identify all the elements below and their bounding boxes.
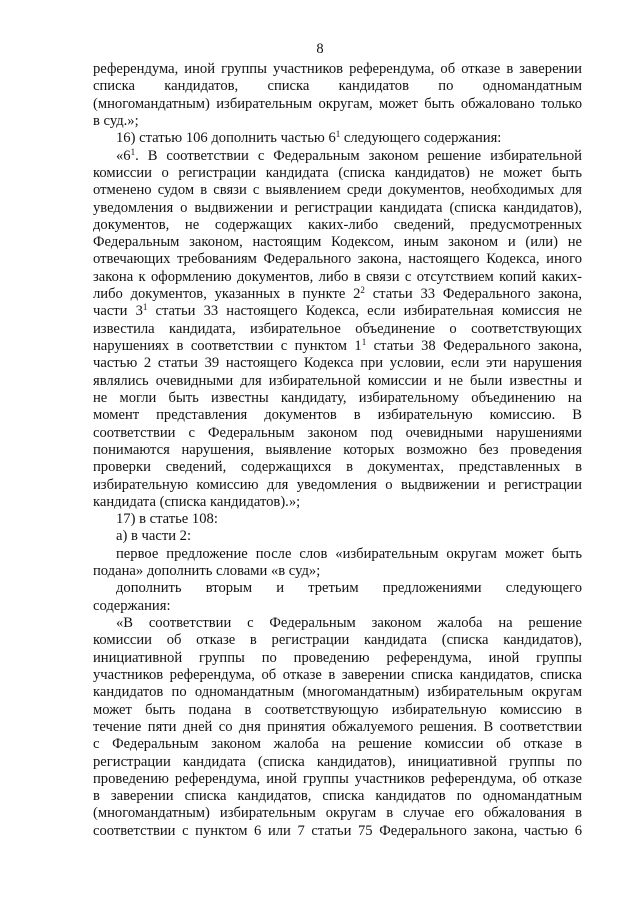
text-line-content: подана» дополнить словами «в суд»;	[93, 563, 321, 580]
text-line	[93, 321, 582, 338]
text-line-content: отвечающих требованиям Федерального закона, настоящего Кодекса, иного	[93, 251, 582, 268]
text-line-content: «В соответствии с Федеральным законом жалоба на решение	[116, 615, 582, 631]
text-line-content: (многомандатным) избирательным округам, может быть обжаловано только	[93, 95, 582, 112]
text-line	[93, 407, 582, 424]
text-line-content: документов, не содержащих каких-либо сведений, предусмотренных	[93, 216, 582, 233]
text-line-continuation: следующего содержания:	[340, 130, 502, 147]
text-line-content: кандидата (списка кандидатов).»;	[93, 493, 301, 510]
text-line	[93, 632, 582, 649]
text-line-content: являлись очевидными для избирательной комиссии и не были известны и	[93, 372, 582, 389]
text-line-content: 17) в статье 108:	[116, 511, 218, 528]
text-line	[93, 269, 582, 286]
text-line-content: либо документов, указанных в пункте 2	[93, 286, 361, 303]
text-line-content: участников референдума, об отказе в заверении списка кандидатов, списка	[93, 666, 582, 683]
text-line-content: референдума, иной группы участников референдума, об отказе в заверении	[93, 61, 582, 77]
text-line	[93, 78, 582, 95]
superscript-index: 1	[130, 146, 136, 157]
text-line-continuation: . В соответствии с Федеральным законом решение избирательной	[135, 147, 582, 164]
text-line-content: проверки сведений, содержащихся в документах, представленных в	[93, 459, 582, 476]
superscript-index: 1	[361, 337, 367, 347]
text-line-content: отменено судом в связи с выявлением среди документов, необходимых для	[93, 182, 582, 199]
text-line-content: (многомандатным) избирательным округам в случае его обжалования в	[93, 805, 582, 822]
text-line-content: содержания:	[93, 597, 171, 614]
text-line	[93, 303, 582, 320]
text-line	[93, 234, 582, 251]
text-line-content: в заверении списка кандидатов, списка кандидатов по одномандатным	[93, 788, 582, 805]
text-line	[93, 182, 582, 199]
text-line	[93, 684, 582, 701]
text-line	[93, 494, 582, 511]
text-line	[93, 528, 582, 545]
text-line-content: проведению референдума, иной группы участников референдума, об отказе	[93, 770, 582, 787]
text-line-content: избирательную комиссию для уведомления о выдвижении и регистрации	[93, 476, 582, 493]
superscript-index: 1	[142, 302, 148, 313]
text-line-content: а) в части 2:	[116, 528, 192, 545]
text-line	[93, 546, 582, 563]
text-line	[93, 373, 582, 390]
text-line	[93, 390, 582, 407]
document-body	[93, 61, 582, 840]
text-line-content: первое предложение после слов «избирательным округам может быть	[116, 545, 582, 562]
text-line-content: регистрации кандидата (списка кандидатов), инициативной группы по	[93, 753, 582, 770]
text-line	[93, 823, 582, 840]
text-line-content: дополнить вторым и третьим предложениями следующего	[116, 580, 582, 597]
text-line	[93, 736, 582, 753]
text-line	[93, 477, 582, 494]
text-line	[93, 580, 582, 597]
text-line	[93, 217, 582, 234]
text-line	[93, 771, 582, 788]
text-line-content: закона к оформлению документов, либо в связи с отсутствием копий каких-	[93, 268, 582, 285]
text-line-content: уведомления о выдвижении и регистрации кандидата (списка кандидатов),	[93, 199, 582, 216]
text-line-content: соответствии с Федеральным законом под очевидными нарушениями	[93, 424, 582, 441]
superscript-index: 1	[335, 129, 341, 140]
text-line-content: комиссии о регистрации кандидата (списка кандидатов) не может быть	[93, 164, 582, 181]
page-number: 8	[316, 41, 324, 57]
text-line	[93, 130, 582, 147]
text-line-content: комиссии об отказе в регистрации кандидата (списка кандидатов),	[93, 632, 582, 649]
text-line	[93, 511, 582, 528]
text-line	[93, 251, 582, 268]
text-line-content: понимаются нарушения, выявление которых возможно без проведения	[93, 441, 582, 458]
text-line-content: момент представления документов в избирательную комиссию. В	[93, 407, 582, 424]
text-line-content: нарушениях в соответствии с пунктом 1	[93, 338, 362, 354]
text-line	[93, 650, 582, 667]
text-line	[93, 148, 582, 165]
text-line	[93, 338, 582, 355]
text-line	[93, 200, 582, 217]
text-line	[93, 355, 582, 372]
text-line-content: инициативной группы по проведению референдума, иной группы	[93, 649, 582, 666]
text-line-content: соответствии с пунктом 6 или 7 статьи 75 Федерального закона, частью 6	[93, 822, 582, 839]
text-line-content: 16) статью 106 дополнить частью 6	[116, 130, 336, 147]
superscript-index: 2	[360, 285, 365, 296]
text-line-content: части 3	[93, 303, 143, 320]
text-line-content: кандидатов по одномандатным (многомандатным) избирательным округам	[93, 684, 582, 701]
text-line	[93, 442, 582, 459]
text-line	[93, 805, 582, 822]
text-line-content: частью 2 статьи 39 настоящего Кодекса при условии, если эти нарушения	[93, 355, 582, 372]
text-line	[93, 615, 582, 632]
text-line	[93, 702, 582, 719]
text-line	[93, 286, 582, 303]
text-line	[93, 459, 582, 476]
text-line	[93, 61, 582, 78]
text-line	[93, 113, 582, 130]
text-line-content: в суд.»;	[93, 112, 139, 129]
text-line	[93, 719, 582, 736]
text-line-continuation: статьи 38 Федерального закона,	[366, 338, 583, 354]
text-line	[93, 425, 582, 442]
text-line-content: списка кандидатов, списка кандидатов по одномандатным	[93, 78, 582, 95]
text-line-content: не могли быть известны кандидату, избирательному объединению на	[93, 389, 582, 406]
text-line-content: с Федеральным законом жалоба на решение комиссии об отказе в	[93, 736, 582, 753]
text-line-continuation: статьи 33 настоящего Кодекса, если избирательная комиссия не	[147, 303, 582, 320]
text-line-content: известила кандидата, избирательное объединение о соответствующих	[93, 320, 582, 337]
text-line-content: может быть подана в соответствующую избирательную комиссию в	[93, 701, 582, 718]
text-line	[93, 667, 582, 684]
text-line-continuation: статьи 33 Федерального закона,	[364, 286, 582, 303]
text-line	[93, 563, 582, 580]
text-line	[93, 598, 582, 615]
text-line	[93, 96, 582, 113]
text-line	[93, 165, 582, 182]
text-line-content: Федеральным законом, настоящим Кодексом, иным законом и (или) не	[93, 234, 582, 251]
text-line-content: «6	[116, 147, 131, 164]
text-line	[93, 788, 582, 805]
text-line-content: течение пяти дней со дня принятия обжалуемого решения. В соответствии	[93, 718, 582, 735]
text-line	[93, 754, 582, 771]
